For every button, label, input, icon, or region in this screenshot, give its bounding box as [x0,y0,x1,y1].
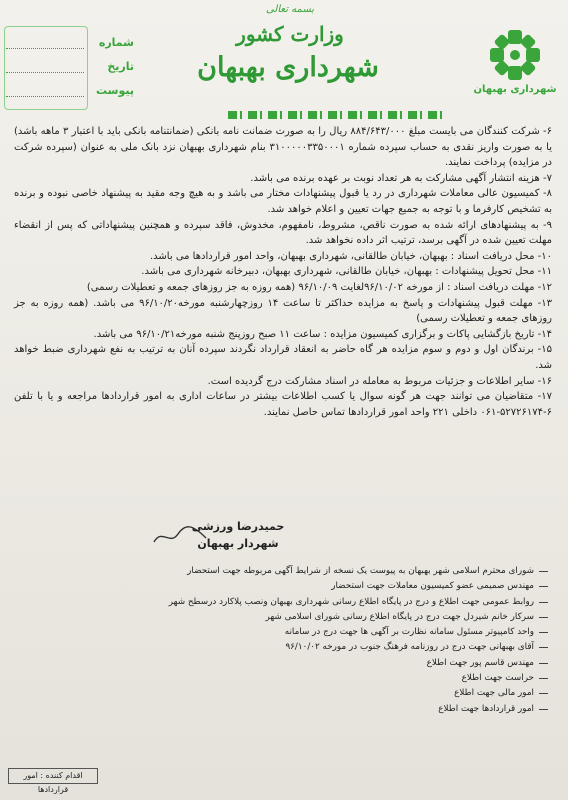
clause: ۱۷- متقاضیان می توانند جهت هر گونه سوال یا کسب اطلاعات بیشتر در ساعات اداری به امور قراردادها مراجعه و یا با تلفن ۶-۵۲۷۲۶۱۷۴-۰۶۱ داخلی ۲۲۱ واحد امور قراردادها تماس حاصل نمایند. [14,391,552,418]
signatory-name: حمیدرضا ورزشی [191,520,285,533]
municipality-title: شهرداری بهبهان [197,52,379,83]
clause: ۸- کمیسیون عالی معاملات شهرداری در رد یا قبول پیشنهادات مختار می باشد و به هیچ وجه مقید به پیشنهاد خاصی نبوده و برنده به تشخیص کارفرما و با توجه به جمیع جهات تعیین و اعلام خواهد شد. [14,188,552,215]
meta-number [6,30,134,54]
cc-list [40,564,534,717]
decorative-border [228,111,448,119]
logo-emblem-icon [488,28,542,82]
bismillah: بسمه تعالی [265,4,315,15]
cc-item: مهندس قاسم پور جهت اطلاع [40,656,534,671]
cc-item: حراست جهت اطلاع [40,671,534,686]
meta-label: پیوست [96,83,134,97]
meta-fill-line [6,36,84,49]
meta-date [6,54,134,78]
signature-block [168,520,308,550]
cc-item: شورای محترم اسلامی شهر بهبهان به پیوست یک نسخه از شرایط آگهی مربوطه جهت استحضار [40,564,534,579]
meta-label: شماره [98,35,134,49]
signatory-title: شهردار بهبهان [197,537,279,550]
letter-body [14,124,552,420]
ministry-title: وزارت کشور [236,22,344,46]
clause: ۱۴- تاریخ بازگشایی پاکات و برگزاری کمیسیون مزایده : ساعت ۱۱ صبح روزپنج شنبه مورخه۹۶/۱۰/۲۱ می باشد. [93,328,552,340]
clause: ۶- شرکت کنندگان می بایست مبلغ ۸۸۴/۶۴۳/۰۰۰ ریال را به صورت ضمانت نامه بانکی (ضمانتنامه بانکی باید با اعتبار ۳ ماهه باشد) یا به صورت واریز نقدی به حساب سپرده شماره ۳۱۰۰۰۰۰۳۳۵۰۰۰۱ بنام شهرداری بهبهان نزد بانک ملی به عنوان (سپرده شرکت در مزایده) پرداخت نمایند. [14,126,552,169]
cc-item: واحد کامپیوتر مسئول سامانه نظارت بر آگهی ها جهت درج در سامانه [40,625,534,640]
clause: ۱۱- محل تحویل پیشنهادات : بهبهان، خیابان طالقانی، شهرداری بهبهان، دبیرخانه شهرداری می باشد. [141,266,552,278]
clause: ۷- هزینه انتشار آگهی مشارکت به هر تعداد نوبت بر عهده برنده می باشد. [250,172,552,184]
cc-item: امور قراردادها جهت اطلاع [40,702,534,717]
clause: ۱۲- مهلت دریافت اسناد : از مورخه ۹۶/۱۰/۰۲لغایت ۹۶/۱۰/۰۹ (همه روزه به جز روزهای جمعه و تعطیلات رسمی) [86,281,552,293]
clause: ۱۵- برندگان اول و دوم و سوم مزایده هر گاه حاضر به انعقاد قرارداد نگردند سپرده آنان به ترتیب به نفع شهرداری ضبط خواهد شد. [14,344,552,371]
cc-item: سرکار خانم شیردل جهت درج در پایگاه اطلاع رسانی شورای اسلامی شهر [40,610,534,625]
clause: ۱۶- سایر اطلاعات و جزئیات مربوط به معامله در اسناد مشارکت درج گردیده است. [207,375,552,387]
clause: ۱۳- مهلت قبول پیشنهادات و پاسخ به مزایده حداکثر تا ساعت ۱۴ روزچهارشنبه مورخه۹۶/۱۰/۲۰ می باشد. (همه روزه به جز روزهای جمعه و تعطیلات رسمی) [14,297,552,325]
meta-fill-line [6,60,84,73]
cc-item: آقای بهبهانی جهت درج در روزنامه فرهنگ جنوب در مورخه ۹۶/۱۰/۰۲ [40,640,534,655]
meta-label: تاریخ [107,59,134,73]
cc-item: مهندس صمیمی عضو کمیسیون معاملات جهت استحضار [40,579,534,594]
cc-item: امور مالی جهت اطلاع [40,686,534,701]
action-stamp: اقدام کننده : امور قراردادها [8,768,98,784]
municipality-logo [470,28,560,95]
cc-item: روابط عمومی جهت اطلاع و درج در پایگاه اطلاع رسانی شهرداری بهبهان ونصب پلاکارد درسطح شهر [40,595,534,610]
meta-attachment [6,78,134,102]
meta-fill-line [6,84,84,97]
letter-meta [6,30,134,102]
clause: ۹- به پیشنهادهای ارائه شده به صورت ناقص، مشروط، نامفهوم، مخدوش، فاقد سپرده و همچنین پیشنهاداتی که پس از انقضاء مهلت تعیین شده در آگهی برسد، ترتیب اثر داده نخواهد شد. [14,219,552,247]
clause: ۱۰- محل دریافت اسناد : بهبهان، خیابان طالقانی، شهرداری بهبهان، واحد امور قراردادها می باشد. [150,250,552,262]
logo-caption: شهرداری بهبهان [473,84,557,95]
